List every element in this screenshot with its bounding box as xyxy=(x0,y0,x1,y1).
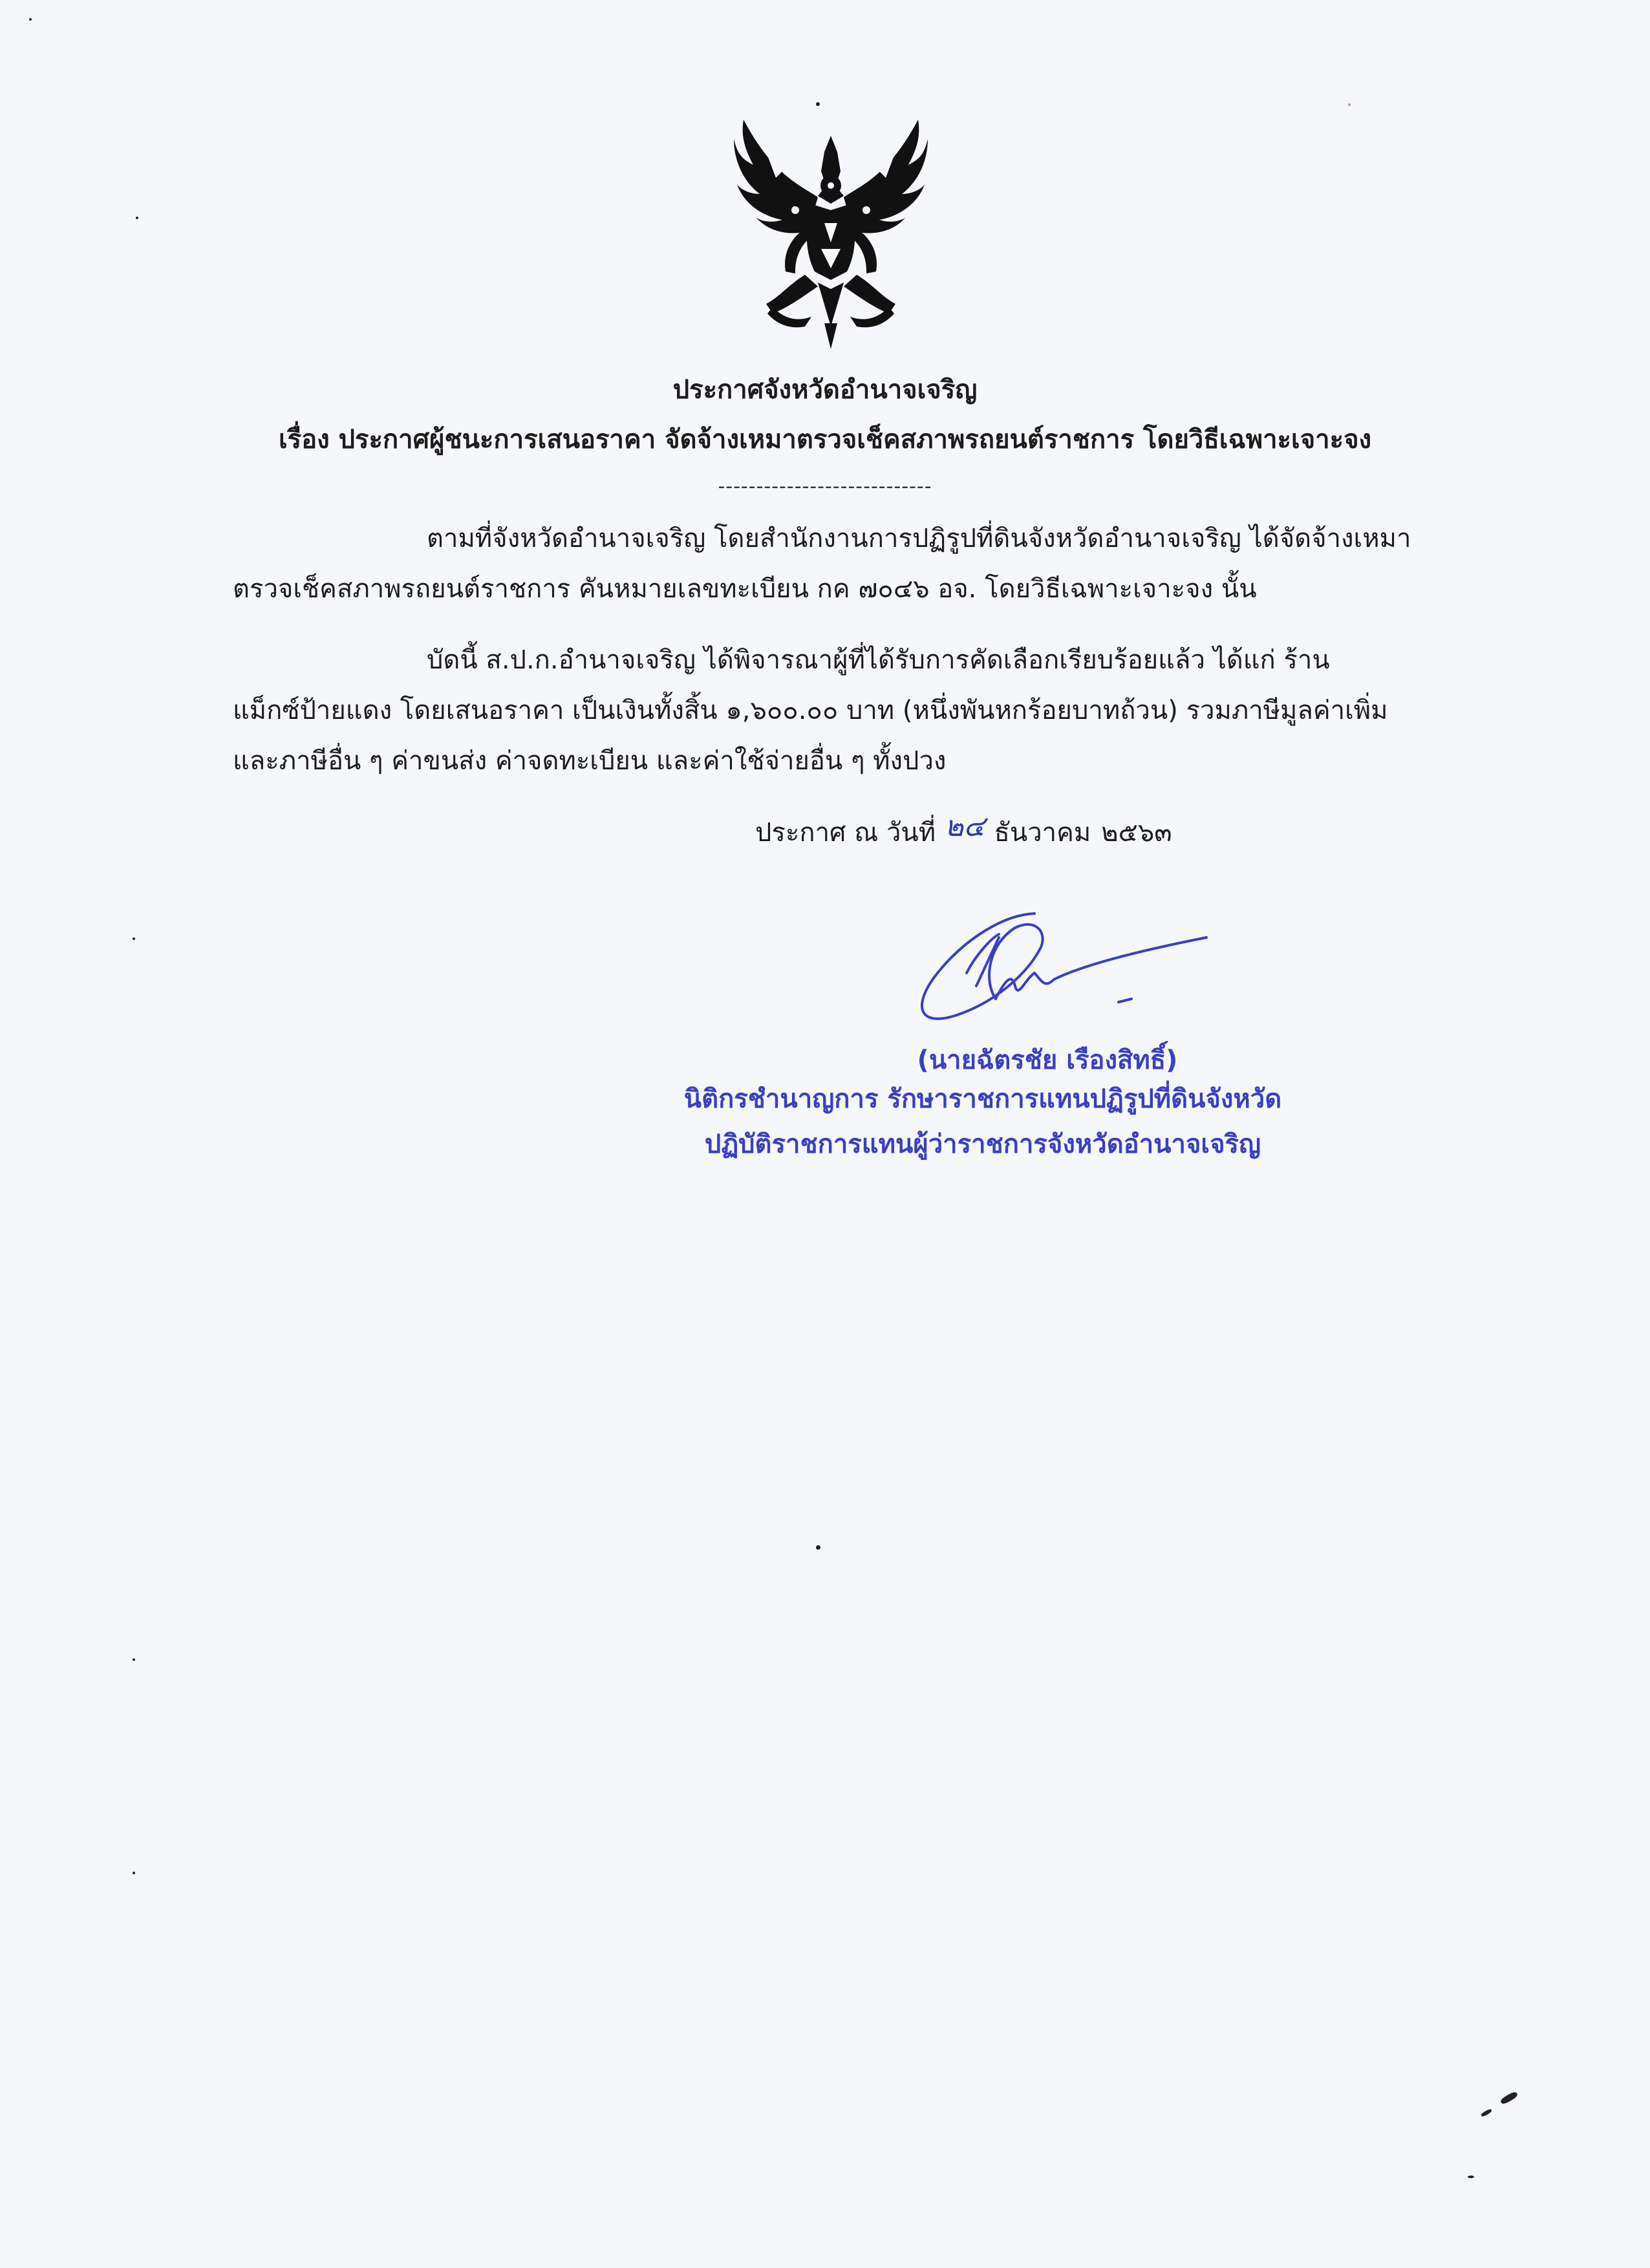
announcement-subject: เรื่อง ประกาศผู้ชนะการเสนอราคา จัดจ้างเหมาตรวจเช็คสภาพรถยนต์ราชการ โดยวิธีเฉพาะเจาะจง xyxy=(278,425,1372,455)
handwritten-signature xyxy=(886,902,1222,1051)
date-day-handwritten: ๒๔ xyxy=(945,810,985,843)
scan-speck xyxy=(1499,2091,1518,2106)
title-divider: ---------------------------- xyxy=(718,475,932,498)
paragraph-2-line-3: และภาษีอื่น ๆ ค่าขนส่ง ค่าจดทะเบียน และค่าใช้จ่ายอื่น ๆ ทั้งปวง xyxy=(233,746,947,776)
paragraph-2-line-2: แม็กซ์ป้ายแดง โดยเสนอราคา เป็นเงินทั้งสิ้น ๑,๖๐๐.๐๐ บาท (หนึ่งพันหกร้อยบาทถ้วน) รวมภาษีมูลค่าเพิ่ม xyxy=(233,696,1388,725)
announcement-date xyxy=(755,810,1172,849)
paragraph-1-line-1: ตามที่จังหวัดอำนาจเจริญ โดยสำนักงานการปฏิรูปที่ดินจังหวัดอำนาจเจริญ ได้จัดจ้างเหมา xyxy=(427,524,1411,553)
scan-speck xyxy=(29,18,32,21)
paragraph-2-line-1: บัดนี้ ส.ป.ก.อำนาจเจริญ ได้พิจารณาผู้ที่ได้รับการคัดเลือกเรียบร้อยแล้ว ได้แก่ ร้าน xyxy=(427,645,1330,675)
scan-speck xyxy=(1348,103,1351,106)
scan-speck xyxy=(816,102,820,106)
scan-speck xyxy=(136,217,138,219)
scan-speck xyxy=(133,937,135,940)
scan-speck xyxy=(816,1545,820,1550)
signatory-position-line-1: นิติกรชำนาญการ รักษาราชการแทนปฏิรูปที่ดินจังหวัด xyxy=(683,1084,1282,1114)
garuda-emblem-icon xyxy=(727,113,934,352)
date-month: ธันวาคม xyxy=(994,818,1091,848)
scan-speck xyxy=(133,1658,135,1661)
paragraph-1-line-2: ตรวจเช็คสภาพรถยนต์ราชการ คันหมายเลขทะเบียน กค ๗๐๔๖ อจ. โดยวิธีเฉพาะเจาะจง นั้น xyxy=(233,574,1257,604)
announcement-title: ประกาศจังหวัดอำนาจเจริญ xyxy=(672,375,978,405)
scan-speck xyxy=(1468,2176,1474,2178)
date-prefix: ประกาศ ณ วันที่ xyxy=(755,818,936,848)
signatory-position-line-2: ปฏิบัติราชการแทนผู้ว่าราชการจังหวัดอำนาจเจริญ xyxy=(704,1129,1261,1159)
signatory-name: (นายฉัตรชัย เรืองสิทธิ์) xyxy=(917,1045,1178,1075)
scan-speck xyxy=(133,1872,135,1874)
date-year: ๒๕๖๓ xyxy=(1101,818,1172,848)
scan-speck xyxy=(1481,2108,1493,2117)
